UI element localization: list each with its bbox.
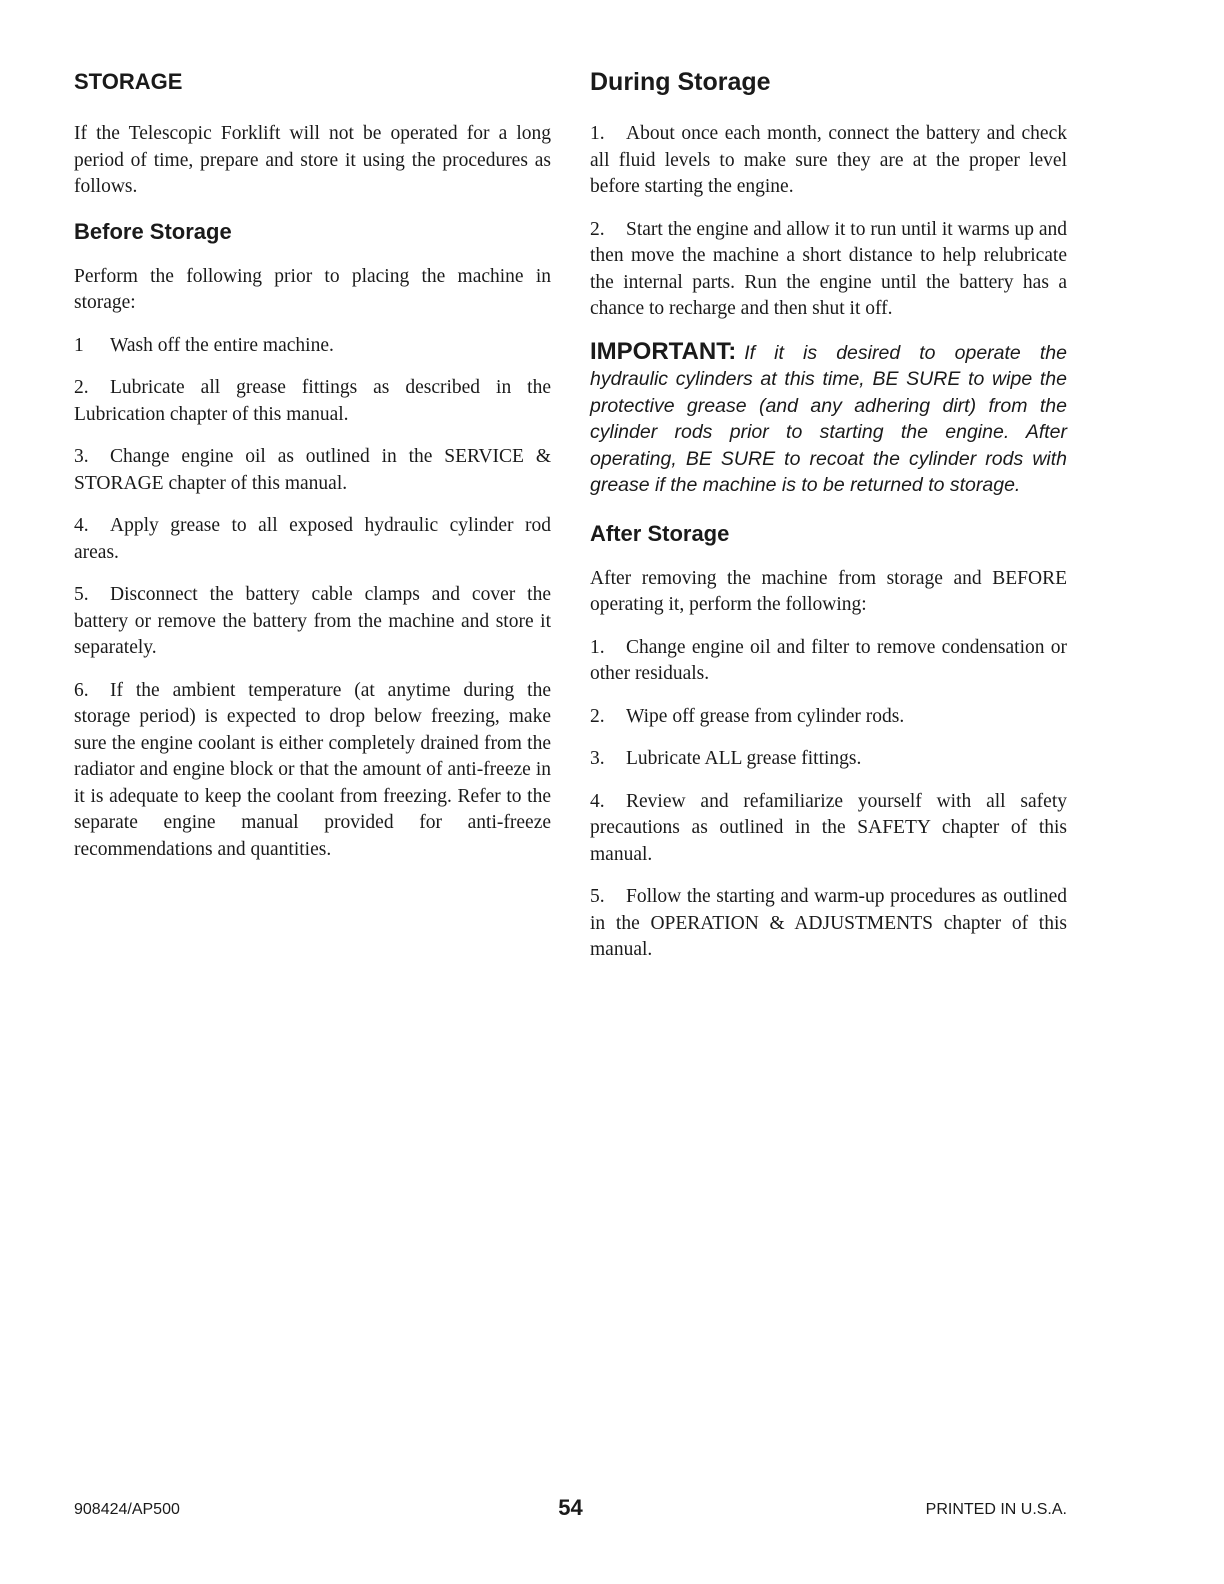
step-number: 4. [74, 515, 89, 536]
before-storage-step [74, 582, 551, 662]
before-storage-intro: Perform the following prior to placing the machine in storage: [74, 265, 551, 313]
before-storage-step [74, 333, 551, 360]
page-footer [74, 1495, 1067, 1525]
step-text: Change engine oil as outlined in the SERVICE & STORAGE chapter of this manual. [74, 446, 551, 494]
after-storage-step [590, 789, 1067, 869]
page-number: 54 [558, 1495, 583, 1520]
doc-number: 908424/AP500 [74, 1501, 180, 1518]
important-label: IMPORTANT: [590, 337, 737, 365]
during-storage-step [590, 121, 1067, 201]
step-number: 4. [590, 790, 605, 812]
step-text: Wash off the entire machine. [110, 334, 334, 356]
step-number: 1. [590, 123, 605, 144]
step-text: Disconnect the battery cable clamps and cover the battery or remove the battery from the machine and store it separately. [74, 584, 551, 658]
step-number: 5. [590, 886, 605, 907]
after-storage-heading: After Storage [590, 520, 730, 546]
before-storage-step [74, 513, 551, 566]
step-text: Follow the starting and warm-up procedures as outlined in the OPERATION & ADJUSTMENTS chapter of this manual. [590, 886, 1067, 960]
right-column [590, 66, 1067, 980]
step-text: If the ambient temperature (at anytime during the storage period) is expected to drop below freezing, make sure the engine coolant is either completely drained from the radiator and engine block or that the amount of anti-freeze in it is adequate to keep the coolant from freezing. Refer to the separate engine manual provided for anti-freeze recommendations and quantities. [74, 679, 551, 860]
printed-notice: PRINTED IN U.S.A. [925, 1501, 1067, 1518]
before-storage-heading: Before Storage [74, 218, 232, 244]
step-number: 3. [590, 748, 605, 769]
after-storage-step [590, 746, 1067, 773]
step-number: 5. [74, 584, 89, 605]
step-text: Wipe off grease from cylinder rods. [626, 705, 905, 727]
step-number: 2. [590, 218, 605, 240]
step-number: 2. [590, 705, 605, 727]
important-note [590, 339, 1067, 499]
after-storage-step [590, 635, 1067, 688]
step-number: 1 [74, 334, 84, 356]
storage-intro: If the Telescopic Forklift will not be operated for a long period of time, prepare and store it using the procedures as follows. [74, 123, 551, 197]
step-text: Lubricate all grease fittings as described in the Lubrication chapter of this manual. [74, 377, 551, 425]
left-column [74, 66, 551, 879]
before-storage-step [74, 375, 551, 428]
step-text: Start the engine and allow it to run until it warms up and then move the machine a short distance to help relubricate the internal parts. Run the engine until the battery has a chance to recharge and then shut it off. [590, 218, 1067, 319]
storage-title: STORAGE [74, 69, 183, 94]
before-storage-step [74, 678, 551, 864]
after-storage-step [590, 704, 1067, 731]
step-text: Apply grease to all exposed hydraulic cylinder rod areas. [74, 515, 551, 563]
after-storage-step [590, 884, 1067, 964]
step-number: 6. [74, 679, 89, 701]
after-storage-intro: After removing the machine from storage and BEFORE operating it, perform the following: [590, 567, 1067, 615]
step-text: About once each month, connect the battery and check all fluid levels to make sure they are at the proper level before starting the engine. [590, 123, 1067, 197]
during-storage-step [590, 217, 1067, 323]
step-text: Change engine oil and filter to remove condensation or other residuals. [590, 636, 1067, 684]
step-number: 1. [590, 636, 605, 658]
step-text: Lubricate ALL grease fittings. [626, 748, 862, 769]
step-text: Review and refamiliarize yourself with all safety precautions as outlined in the SAFETY chapter of this manual. [590, 790, 1067, 865]
step-number: 3. [74, 446, 89, 467]
before-storage-step [74, 444, 551, 497]
step-number: 2. [74, 377, 89, 398]
important-text: If it is desired to operate the hydraulic cylinders at this time, BE SURE to wipe the protective grease (and any adhering dirt) from the cylinder rods prior to starting the engine. After operating, BE SURE to recoat the cylinder rods with grease if the machine is to be returned to storage. [590, 341, 1067, 496]
during-storage-heading: During Storage [590, 68, 771, 96]
